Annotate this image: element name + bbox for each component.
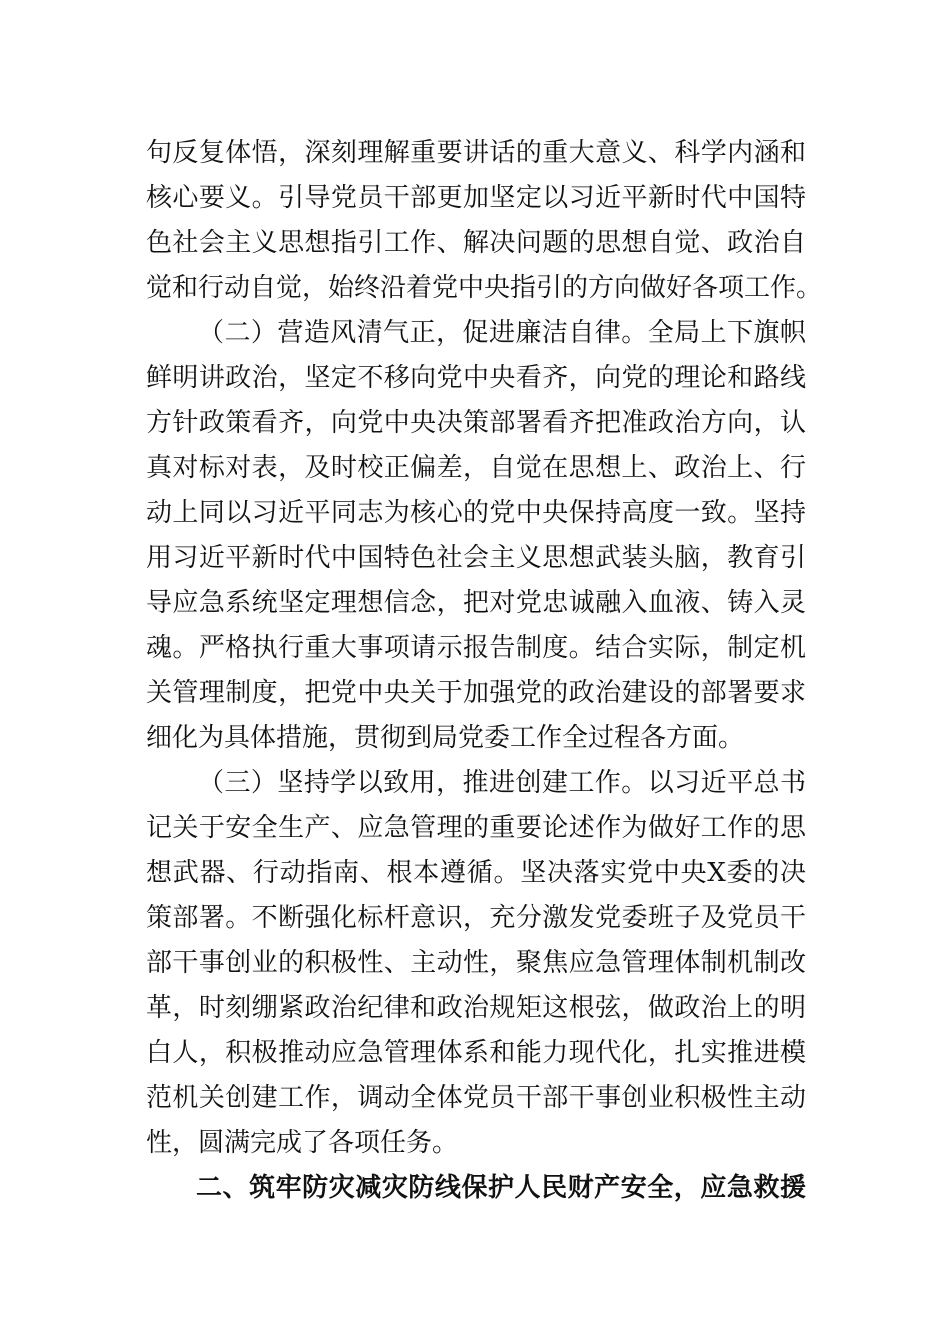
text-line: 记关于安全生产、应急管理的重要论述作为做好工作的思 (146, 813, 806, 843)
text-line: 革，时刻绷紧政治纪律和政治规矩这根弦，做政治上的明 (146, 993, 806, 1023)
text-line: 部干事创业的积极性、主动性，聚焦应急管理体制机制改 (146, 948, 806, 978)
text-line: 觉和行动自觉，始终沿着党中央指引的方向做好各项工作。 (146, 273, 823, 303)
text-line: 关管理制度，把党中央关于加强党的政治建设的部署要求 (146, 678, 806, 708)
text-line: 句反复体悟，深刻理解重要讲话的重大意义、科学内涵和 (146, 138, 806, 168)
text-line: 动上同以习近平同志为核心的党中央保持高度一致。坚持 (146, 498, 806, 528)
text-line: 色社会主义思想指引工作、解决问题的思想自觉、政治自 (146, 228, 806, 258)
text-line: 策部署。不断强化标杆意识，充分激发党委班子及党员干 (146, 903, 806, 933)
section-3-heading-line: （三）坚持学以致用，推进创建工作。以习近平总书 (198, 768, 806, 798)
text-line: 魂。严格执行重大事项请示报告制度。结合实际，制定机 (146, 633, 806, 663)
text-line: 鲜明讲政治，坚定不移向党中央看齐，向党的理论和路线 (146, 363, 806, 393)
text-line: 用习近平新时代中国特色社会主义思想武装头脑，教育引 (146, 543, 806, 573)
text-line: 想武器、行动指南、根本遵循。坚决落实党中央X委的决 (146, 858, 806, 888)
text-line: 方针政策看齐，向党中央决策部署看齐把准政治方向，认 (146, 408, 806, 438)
text-line: 核心要义。引导党员干部更加坚定以习近平新时代中国特 (146, 183, 806, 213)
text-line: 范机关创建工作，调动全体党员干部干事创业积极性主动 (146, 1083, 806, 1113)
section-2-heading-line: （二）营造风清气正，促进廉洁自律。全局上下旗帜 (198, 318, 806, 348)
text-line: 白人，积极推动应急管理体系和能力现代化，扎实推进模 (146, 1038, 806, 1068)
text-line: 性，圆满完成了各项任务。 (146, 1128, 459, 1158)
text-line: 导应急系统坚定理想信念，把对党忠诚融入血液、铸入灵 (146, 588, 806, 618)
text-line: 细化为具体措施，贯彻到局党委工作全过程各方面。 (146, 723, 745, 753)
chapter-heading-2: 二、筑牢防灾减灾防线保护人民财产安全，应急救援 (196, 1173, 806, 1203)
text-line: 真对标对表，及时校正偏差，自觉在思想上、政治上、行 (146, 453, 806, 483)
